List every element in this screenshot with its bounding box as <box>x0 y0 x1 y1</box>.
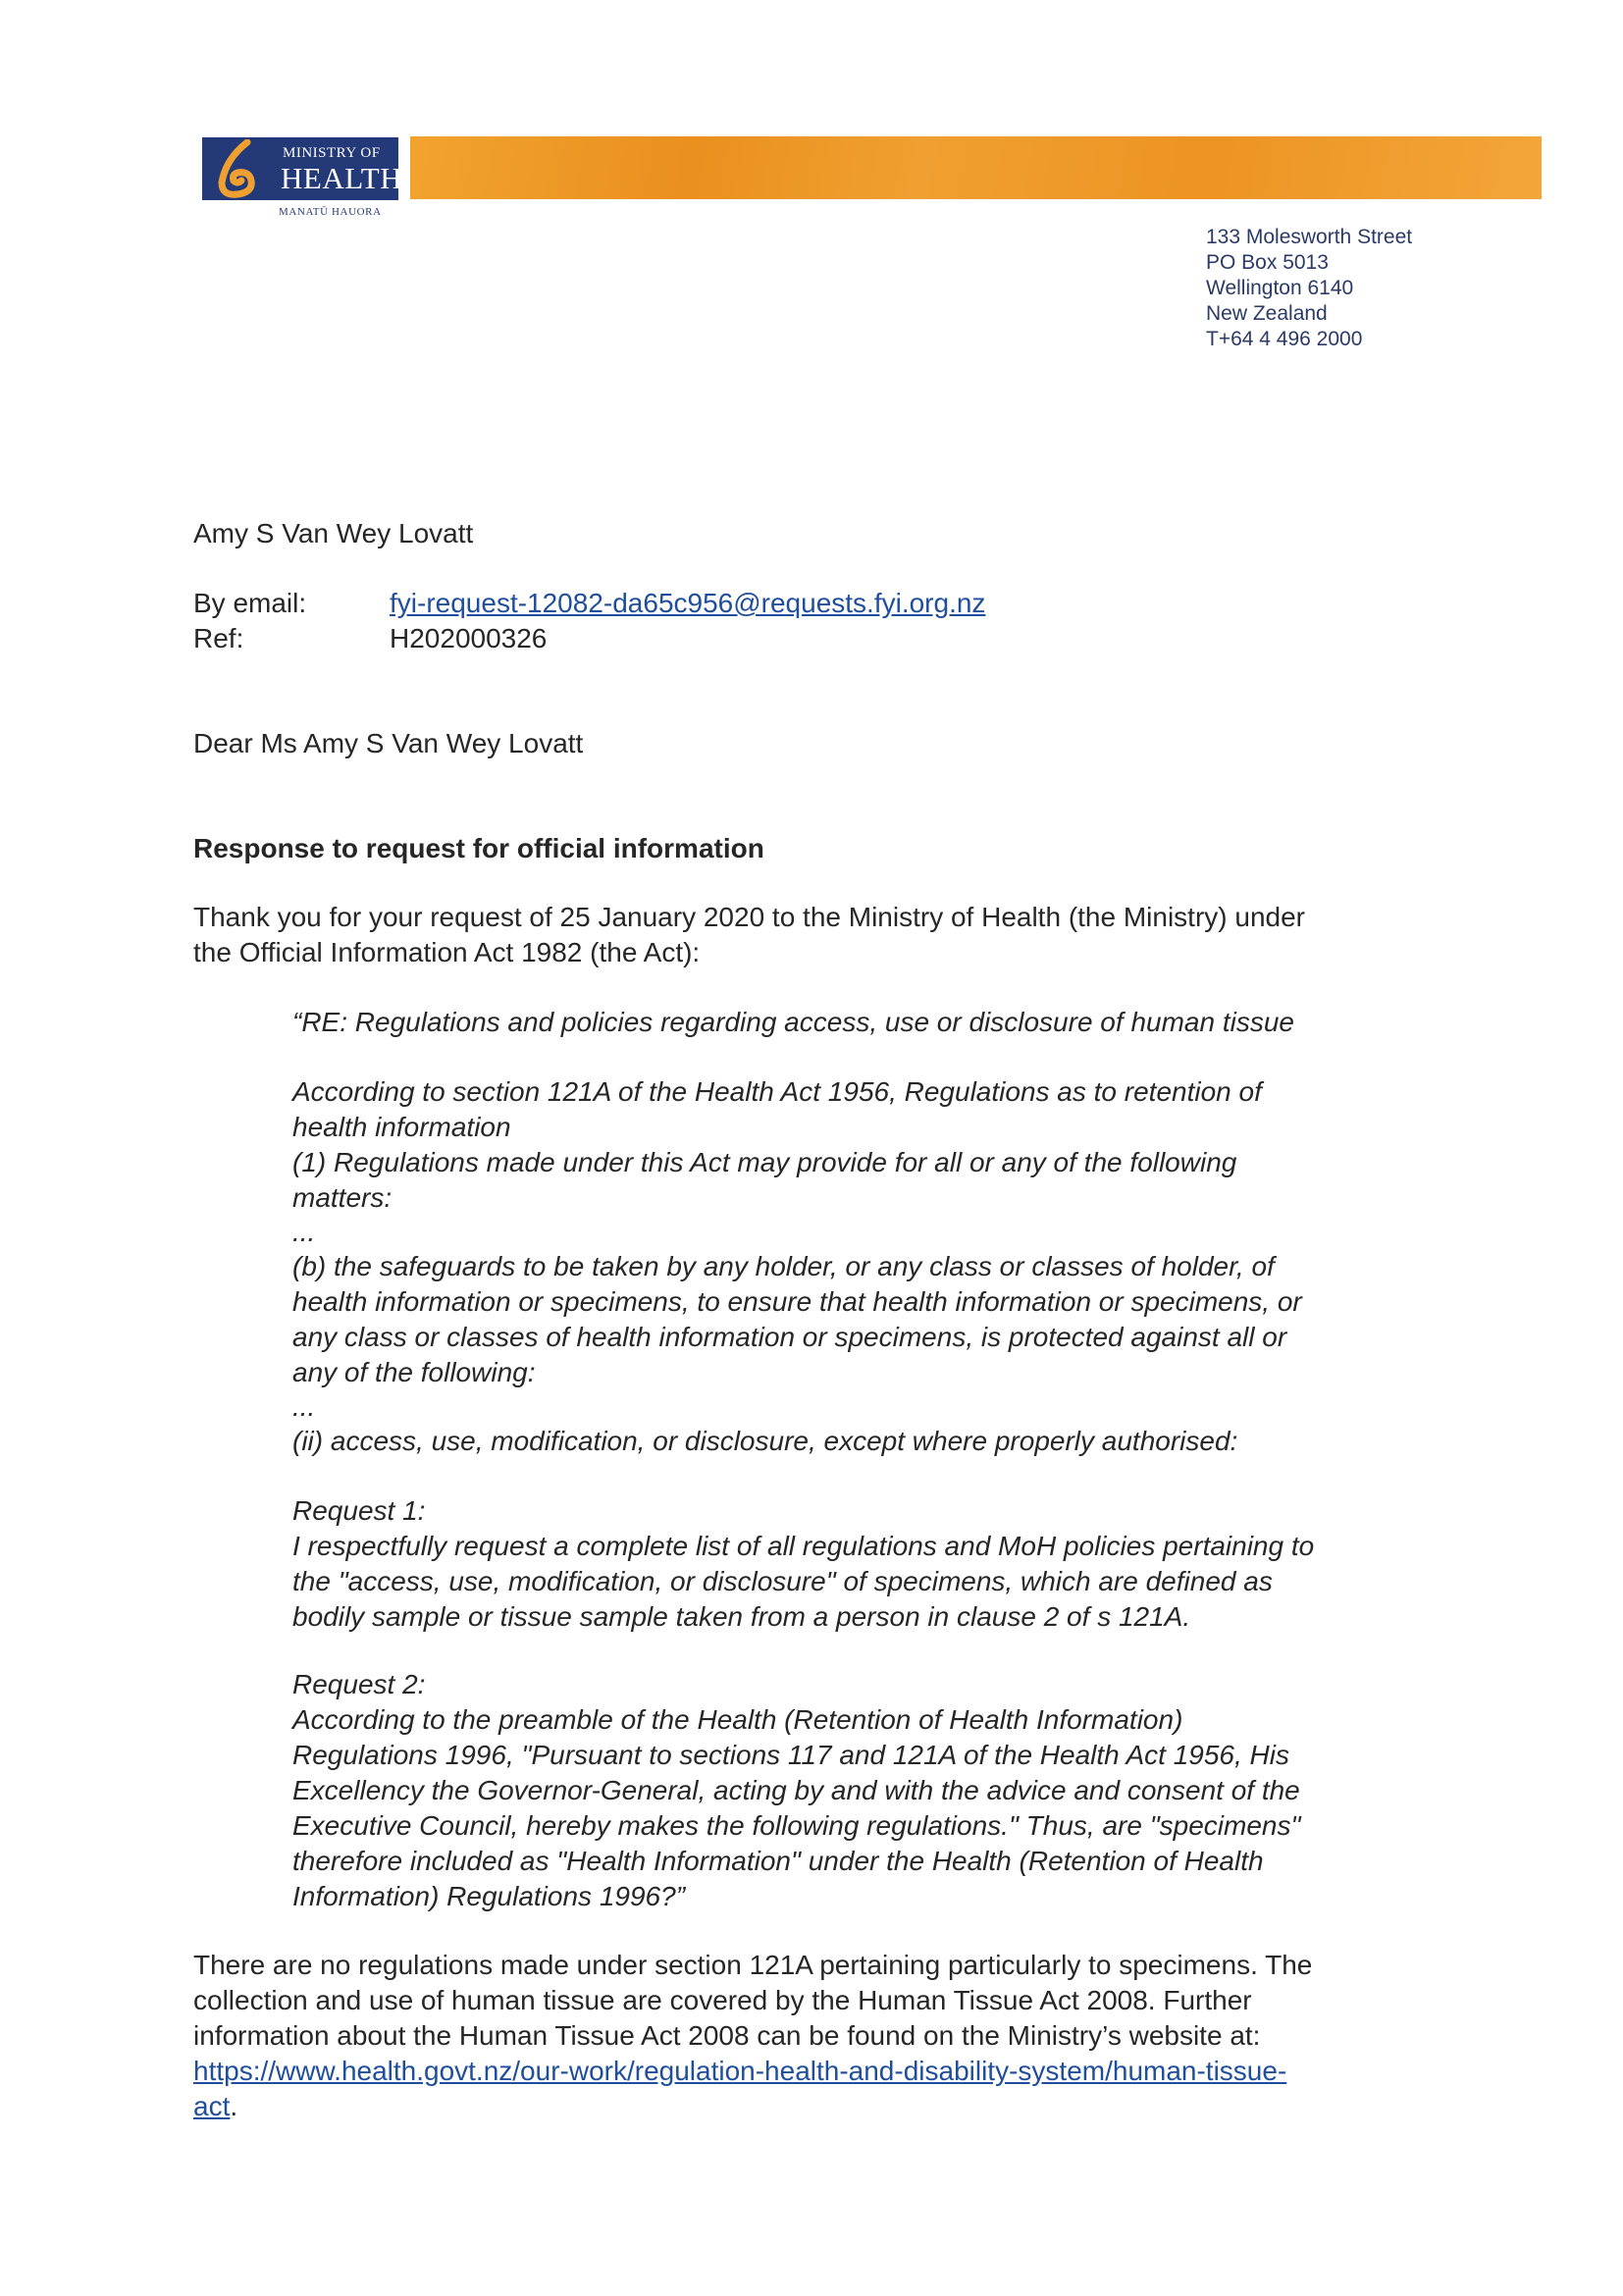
text-line: health information <box>292 1112 511 1142</box>
period: . <box>230 2091 238 2121</box>
by-email-label: By email: <box>193 588 307 618</box>
text-line: any of the following: <box>292 1357 536 1387</box>
ref-label: Ref: <box>193 623 244 653</box>
request-1 <box>292 1493 1314 1635</box>
text-line: the Official Information Act 1982 (the Act): <box>193 937 701 967</box>
address-phone: T+64 4 496 2000 <box>1206 328 1363 350</box>
quote-body <box>292 1074 1302 1459</box>
letterhead-banner <box>410 136 1542 199</box>
address-line: PO Box 5013 <box>1206 251 1329 274</box>
ref-value: H202000326 <box>390 623 548 653</box>
text-line: (ii) access, use, modification, or disclosure, except where properly authorised: <box>292 1426 1238 1456</box>
text-line: (b) the safeguards to be taken by any holder, or any class or classes of holder, of <box>292 1251 1275 1281</box>
human-tissue-act-link[interactable]: https://www.health.govt.nz/our-work/regulation-health-and-disability-system/human-tissue- <box>193 2056 1287 2086</box>
text-line: bodily sample or tissue sample taken from a person in clause 2 of s 121A. <box>292 1601 1191 1632</box>
salutation: Dear Ms Amy S Van Wey Lovatt <box>193 728 584 758</box>
text-line: (1) Regulations made under this Act may provide for all or any of the following <box>292 1147 1237 1177</box>
text-line: I respectfully request a complete list of all regulations and MoH policies pertaining to <box>292 1531 1315 1561</box>
text-line: Thank you for your request of 25 January 2020 to the Ministry of Health (the Ministry) under <box>193 902 1306 932</box>
koru-icon <box>208 139 277 198</box>
text-line: Information) Regulations 1996?” <box>292 1881 686 1911</box>
text-line: Excellency the Governor-General, acting by and with the advice and consent of the <box>292 1775 1300 1805</box>
text-line: ... <box>292 1217 316 1247</box>
address-line: Wellington 6140 <box>1206 277 1354 299</box>
recipient-details <box>193 586 985 656</box>
text-line: According to the preamble of the Health (Retention of Health Information) <box>292 1704 1183 1735</box>
response-paragraph <box>193 1948 1312 2124</box>
logo-text-ministry-of: MINISTRY OF <box>283 145 381 161</box>
text-line: Request 2: <box>292 1669 426 1699</box>
intro-paragraph <box>193 900 1305 970</box>
text-line: There are no regulations made under section 121A pertaining particularly to specimens. The <box>193 1950 1313 1980</box>
recipient-name: Amy S Van Wey Lovatt <box>193 518 474 548</box>
text-line: therefore included as "Health Information" under the Health (Retention of Health <box>292 1846 1264 1876</box>
text-line: Executive Council, hereby makes the following regulations." Thus, are "specimens" <box>292 1810 1301 1841</box>
address-line: New Zealand <box>1206 302 1328 325</box>
quote-title: “RE: Regulations and policies regarding access, use or disclosure of human tissue <box>292 1007 1294 1037</box>
request-2 <box>292 1667 1300 1914</box>
text-line: Regulations 1996, "Pursuant to sections 117 and 121A of the Health Act 1956, His <box>292 1740 1289 1770</box>
text-line: ... <box>292 1391 316 1422</box>
text-line: matters: <box>292 1182 393 1213</box>
text-line: the "access, use, modification, or disclosure" of specimens, which are defined as <box>292 1566 1273 1596</box>
email-link[interactable]: fyi-request-12082-da65c956@requests.fyi.org.nz <box>390 588 986 618</box>
human-tissue-act-link-continued[interactable]: act <box>193 2091 231 2121</box>
text-line: any class or classes of health information or specimens, is protected against all or <box>292 1322 1287 1352</box>
logo-subtitle: MANATŪ HAUORA <box>279 206 382 218</box>
text-line: According to section 121A of the Health Act 1956, Regulations as to retention of <box>292 1076 1262 1107</box>
text-line: health information or specimens, to ensure that health information or specimens, or <box>292 1286 1302 1317</box>
text-line: information about the Human Tissue Act 2008 can be found on the Ministry’s website at: <box>193 2020 1261 2051</box>
text-line: Request 1: <box>292 1495 426 1526</box>
ministry-of-health-logo <box>202 137 403 200</box>
address-line: 133 Molesworth Street <box>1206 226 1413 248</box>
text-line: collection and use of human tissue are covered by the Human Tissue Act 2008. Further <box>193 1985 1252 2015</box>
ministry-address <box>1206 225 1412 352</box>
letter-heading: Response to request for official information <box>193 833 764 863</box>
logo-text-health: HEALTH <box>281 161 403 195</box>
